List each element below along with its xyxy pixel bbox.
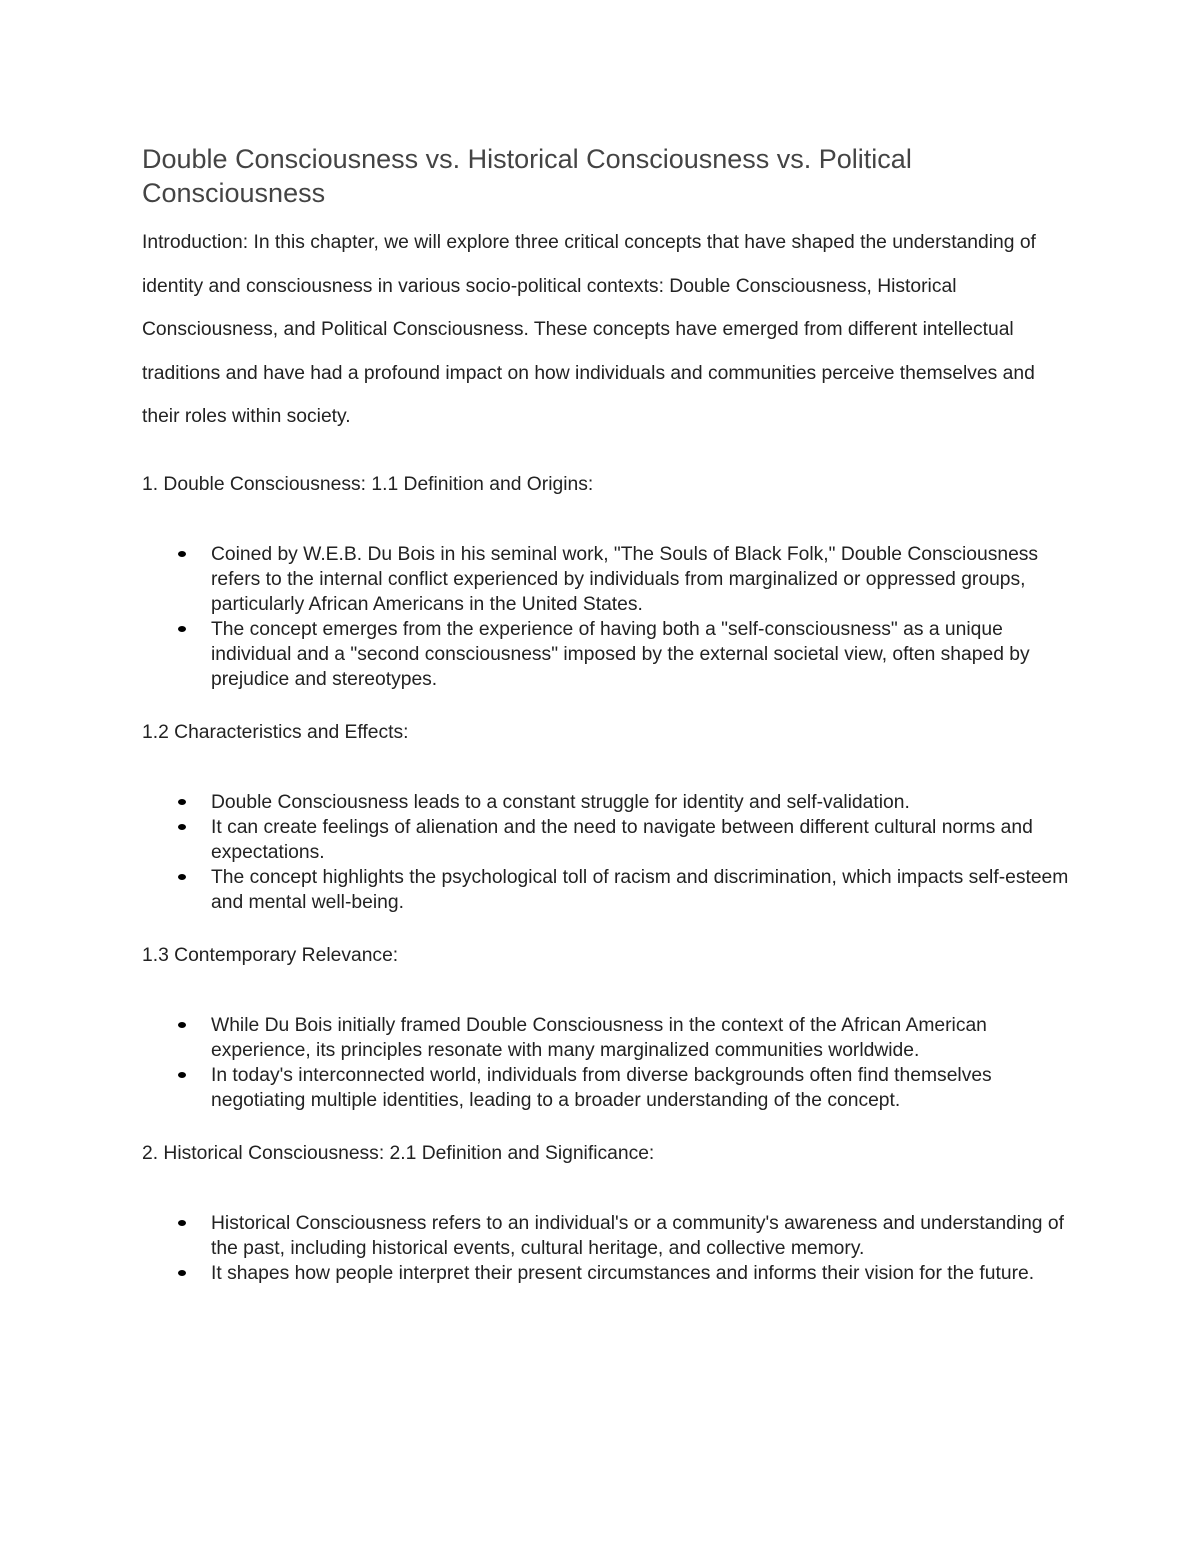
list-item: [142, 617, 1071, 692]
introduction-paragraph: Introduction: In this chapter, we will explore three critical concepts that have shaped the understanding of identity and consciousness in various socio-political contexts: Double Consciousness, Historical Consciousness, and Political Consciousness. These concepts have emerged from different intellectual traditions and have had a profound impact on how individuals and communities perceive themselves and their roles within society.: [142, 232, 1036, 427]
list-item-text: Historical Consciousness refers to an individual's or a community's awareness and understanding of the past, including historical events, cultural heritage, and collective memory.: [211, 1212, 1064, 1259]
section-heading-double-consciousness: 1. Double Consciousness: 1.1 Definition and Origins:: [142, 473, 594, 495]
document-body: [142, 142, 1067, 1286]
bullet-icon: [178, 1270, 186, 1276]
list-item: [142, 542, 1071, 617]
list-item-text: In today's interconnected world, individuals from diverse backgrounds often find themselves negotiating multiple identities, leading to a broader understanding of the concept.: [211, 1064, 992, 1111]
list-item-text: While Du Bois initially framed Double Consciousness in the context of the African American experience, its principles resonate with many marginalized communities worldwide.: [211, 1014, 987, 1061]
list-item: [142, 1211, 1071, 1261]
list-item: [142, 1013, 1071, 1063]
bullet-icon: [178, 874, 186, 880]
bullet-icon: [178, 824, 186, 830]
list-item: [142, 790, 1071, 815]
bullet-icon: [178, 1072, 186, 1078]
list-item: [142, 815, 1071, 865]
document-title: Double Consciousness vs. Historical Consciousness vs. Political Consciousness: [142, 144, 912, 208]
list-item-text: Double Consciousness leads to a constant struggle for identity and self-validation.: [211, 791, 910, 813]
list-item-text: The concept emerges from the experience of having both a "self-consciousness" as a unique individual and a "second consciousness" imposed by the external societal view, often shaped by prejudice and stereotypes.: [211, 618, 1030, 690]
list-item-text: The concept highlights the psychological toll of racism and discrimination, which impacts self-esteem and mental well-being.: [211, 866, 1069, 913]
list-item-text: Coined by W.E.B. Du Bois in his seminal work, "The Souls of Black Folk," Double Consciousness refers to the internal conflict experienced by individuals from marginalized or oppressed groups, particularly African Americans in the United States.: [211, 543, 1039, 615]
section-heading-contemporary-relevance: 1.3 Contemporary Relevance:: [142, 944, 399, 966]
bullet-list: [142, 1211, 1067, 1286]
list-item: [142, 1261, 1071, 1286]
section-heading-characteristics: 1.2 Characteristics and Effects:: [142, 721, 409, 743]
list-item-text: It shapes how people interpret their present circumstances and informs their vision for the future.: [211, 1262, 1035, 1284]
bullet-icon: [178, 1220, 186, 1226]
bullet-icon: [178, 626, 186, 632]
list-item: [142, 865, 1071, 915]
bullet-list: [142, 790, 1067, 915]
bullet-list: [142, 1013, 1067, 1113]
bullet-icon: [178, 1022, 186, 1028]
bullet-icon: [178, 799, 186, 805]
list-item-text: It can create feelings of alienation and the need to navigate between different cultural norms and expectations.: [211, 816, 1033, 863]
bullet-list: [142, 542, 1067, 692]
list-item: [142, 1063, 1071, 1113]
section-heading-historical-consciousness: 2. Historical Consciousness: 2.1 Definition and Significance:: [142, 1142, 655, 1164]
bullet-icon: [178, 551, 186, 557]
